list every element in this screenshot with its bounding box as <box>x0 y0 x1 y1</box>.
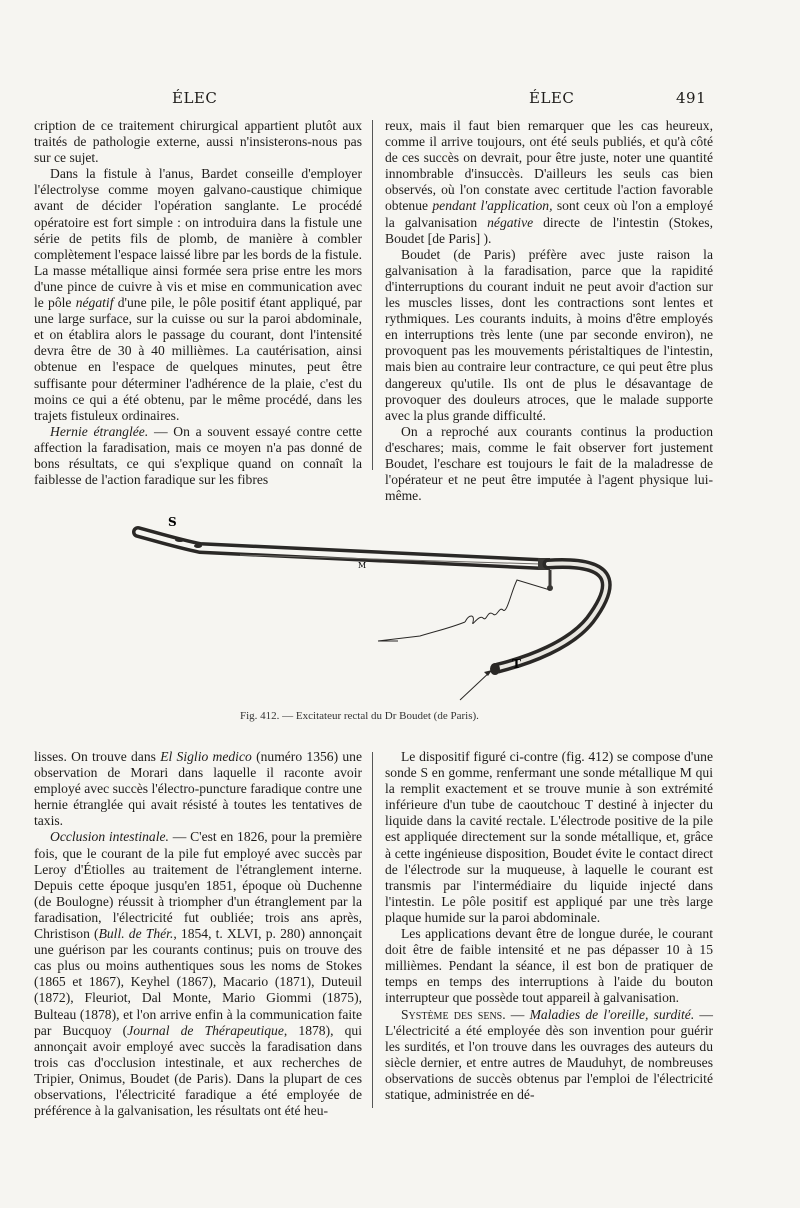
text-run: Les applications devant être de longue durée, le courant doit être de faible intensité et ne pas dépasser 10 à 15 millièmes. Pendant la séance, il est bon de pratiquer de temps en temps des interruptions à l'aide du bouton interrupteur que possède tout appareil à galvanisation. <box>385 926 713 1006</box>
italic-run: El Siglio medico <box>160 749 252 764</box>
text-run: , 1854, t. XLVI, p. 280) annonçait une guérison par les courants continus; puis on trouve des cas plus ou moins authentiques sous les noms de Stokes (1865 et 1867), Keyhel (1867), Macario (1871), Duteuil (1872), Fleuriot, Dal Monte, Mario Giommi (1875), Bulteau (1878), et l'on arrive enfin à la communication faite par Bucquoy ( <box>34 926 362 1038</box>
figure-caption: Fig. 412. — Excitateur rectal du Dr Boudet (de Paris). <box>240 710 479 722</box>
label-m: M <box>358 561 367 570</box>
running-head-left: ÉLEC <box>172 89 218 107</box>
paragraph <box>385 926 713 1006</box>
column-divider <box>372 752 373 1108</box>
label-s: S <box>168 515 177 529</box>
figure-rectal-exciter <box>120 510 640 710</box>
italic-run: négatif <box>75 295 114 311</box>
page-number: 491 <box>676 89 707 107</box>
text-run: On a reproché aux courants continus la production d'eschares; mais, comme le fait observer fort justement Boudet, l'eschare est toujours le fait de la maladresse de l'opérateur et ne peut être imputée à l'agent physique lui-même. <box>385 423 713 504</box>
text-run: sont ceux où l'on a employé la galvanisation <box>385 198 713 230</box>
section-heading: Occlusion intestinale. <box>50 829 169 845</box>
sonde-eyelet <box>175 538 185 542</box>
text-run: lisses. On trouve dans <box>34 749 156 764</box>
italic-run: Journal de Thérapeutique <box>127 1022 284 1038</box>
italic-run: Bull. de Thér. <box>98 926 174 942</box>
column-divider <box>372 120 373 470</box>
electrode-wire <box>378 622 465 641</box>
tube-end <box>490 663 500 675</box>
column-top-right <box>385 118 713 504</box>
paragraph <box>34 166 362 424</box>
column-bottom-left <box>34 749 362 1119</box>
rubber-tube <box>498 563 606 668</box>
rectal-exciter-illustration <box>120 510 640 710</box>
column-bottom-right <box>385 749 713 1103</box>
text-run: (numéro 1356) une observation de Morari dans laquelle il raconte avoir employé avec succès l'électro-puncture faradique contre une hernie étranglée qui avait résisté à toutes les tentatives de taxis. <box>34 749 363 829</box>
label-t: T <box>512 657 521 671</box>
text-run: — C'est en 1826, pour la première fois, que le courant de la pile fut employé avec succès par Leroy d'Étiolles au traitement de l'étranglement interne. Depuis cette époque jusqu'en 1851, époque où Duchenne (de Boulogne) réussit à triompher d'un étranglement par la faradisation, l'électricité fut oubliée; trois ans après, Christison ( <box>34 829 362 942</box>
coil-spring <box>465 580 550 624</box>
paragraph <box>34 829 362 1119</box>
sonde-eyelet <box>194 544 202 548</box>
italic-run: pendant l'application, <box>432 198 553 214</box>
paragraph <box>385 247 713 424</box>
text-run: directe de l'intestin (Stokes, Boudet [de Paris] ). <box>385 214 713 246</box>
paragraph <box>385 424 713 504</box>
text-run: d'une pile, le pôle positif étant appliqué, par une large surface, sur la cuisse ou sur la paroi abdominale, et on établira alors le passage du courant, dont l'intensité devra être de 30 à 40 millièmes. La cautérisation, ainsi obtenue en l'espace de quelques minutes, peut être suffisante pour déterminer l'adhérence de la plaie, c'est du moins ce qui a été obtenu, par le même procédé, dans les trajets fistuleux ordinaires. <box>34 295 363 423</box>
text-run: cription de ce traitement chirurgical appartient plutôt aux traités de pathologie externe, aussi n'insisterons-nous pas sur ce sujet. <box>34 118 362 166</box>
text-run: — On a souvent essayé contre cette affection la faradisation, mais ce moyen n'a pas donné de bons résultats, ce qui s'explique quand on connaît la faiblesse de l'action faradique sur les fibres <box>34 423 362 488</box>
paragraph <box>385 749 713 926</box>
paragraph <box>385 118 713 247</box>
text-run: , 1878), qui annonçait avoir employé avec succès la faradisation dans trois cas d'occlusion intestinale, et aux recherches de Tripier, Onimus, Boudet (de Paris). Dans la plupart de ces observations, l'électricité faradique a été employée de préférence à la galvanisation, les résultats ont été heu- <box>34 1022 362 1119</box>
paragraph: Système des sens. — Maladies de l'oreille, surdité. — L'électricité a été employée dès son invention pour guérir les surdités, et l'on trouve dans les ouvrages des auteurs du siècle dernier, et entre autres de Mauduhyt, de nombreuses observations de succès obtenus par l'emploi de l'électricité statique, administrée en dé- <box>385 1006 713 1102</box>
text-run: Le dispositif figuré ci-contre (fig. 412) se compose d'une sonde S en gomme, renfermant une sonde métallique M qui la remplit exactement et se trouve munie à son extrémité inférieure d'un tube de caoutchouc T destiné à injecter du liquide dans la cavité rectale. L'électrode positive de la pile est appliquée directement sur la sonde métallique, et, grâce à cette ingénieuse disposition, Boudet évite le contact direct de l'électrode sur la muqueuse, à laquelle le courant est transmis par l'intermédiaire du liquide injecté dans l'intestin. Le pôle positif est appliqué par une très large plaque humide sur la paroi abdominale. <box>385 749 713 925</box>
terminal-knob <box>547 585 553 591</box>
column-top-left <box>34 118 362 488</box>
paragraph <box>34 118 362 166</box>
paragraph <box>34 424 362 488</box>
paragraph <box>34 749 362 829</box>
text-run: Boudet (de Paris) préfère avec juste raison la galvanisation à la faradisation, parce que la rapidité d'interruptions du courant induit ne peut avoir d'action sur les muscles lisses, dont les contractions sont lentes et rythmiques. Les courants induits, à moins d'être employés en interruptions très lente (une par seconde environ), ne provoquent pas les mouvements péristaltiques de l'intestin, mais bien au contraire leur contracture, ce qui peut être plus dangereux qu'utile. Ils ont de plus le désavantage de provoquer des douleurs atroces, que le malade supporte avec la plus grande difficulté. <box>385 246 713 423</box>
text-run: Dans la fistule à l'anus, Bardet conseille d'employer l'électrolyse comme moyen galvano-caustique chimique avant de décider l'opération sanglante. Le procédé opératoire est fort simple : on introduira dans la fistule une série de petits fils de plomb, de manière à combler complètement l'espace laissé libre par les bords de la fistule. La masse métallique ainsi formée sera prise entre les mors d'une pince de cuivre à vis et mise en communication avec le pôle <box>34 166 362 311</box>
italic-run: Maladies de l'oreille, surdité. <box>529 1006 695 1022</box>
text-run: — L'électricité a été employée dès son invention pour guérir les surdités, et l'on trouve dans les ouvrages des auteurs du siècle dernier, et entre autres de Mauduhyt, de nombreuses observations de succès obtenus par l'emploi de l'électricité statique, administrée en dé- <box>385 1006 713 1102</box>
italic-run: négative <box>487 214 534 230</box>
section-heading: Système des sens. <box>401 1006 506 1022</box>
text-run: reux, mais il faut bien remarquer que les cas heureux, comme il arrive toujours, ont été seuls publiés, et qu'à côté de ces succès on devrait, pour être juste, noter une quantité innombrable d'insuccès. D'ailleurs les seuls cas bien observés, où l'on constate avec certitude l'action favorable obtenue <box>385 118 713 214</box>
arrow-head <box>484 670 492 676</box>
section-heading: Hernie étranglée. <box>50 423 149 439</box>
running-head-right: ÉLEC <box>529 89 575 107</box>
